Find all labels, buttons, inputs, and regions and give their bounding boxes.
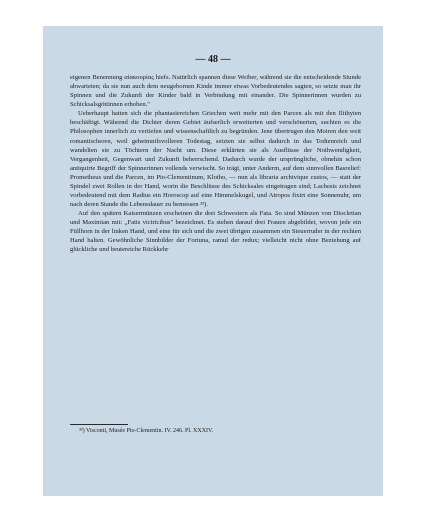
paragraph-2: Ueberhaupt hatten sich die phantasiereichen Griechen weit mehr mit den Parcen als mit den Ilithyien beschäftigt. Während die Dichter deren Gebiet äufserlich erweiterten und verschönerten, suchten es die Philosophen innerlich zu vertiefen und wissenschaftlich zu begründen. Jene übertrugen den Moiren den weit romantischeren, weil geheimnifsvolleren Todestag, setzten sie selbst dadurch in das Todtenreich und wandelten sie zu Töchtern der Nacht um. Diese erklärten sie als Ausflüsse der Nothwendigkeit, Vergangenheit, Gegenwart und Zukunft beherrschend. Dadurch wurde der ursprüngliche, obnehin schon antiquirte Begriff der Spinnerinnen vollends verwischt. So trägt, unter Anderm, auf dem sinnvollen Basrelief: Prometheus und die Parcen, im Pio-Clementinum, Klotho, — nun als libraria archivique custos, — statt der Spindel zwei Rollen in der Hand, worin die Beschlüsse des Schicksales eingetragen sind; Lachesis zeichnet vorbedeutend mit dem Radius ein Horoscop auf eine Himmelskugel, und Atropos fixirt eine Sonnenuhr, um nach deren Stande die Lebensdauer zu bemessen ³³). [70,110,361,209]
body-text [70,73,361,255]
footnote-marker: ³³) [79,428,85,434]
footnote-text: Visconti, Musée Pio-Clementin. IV. 246. Pl. XXXIV. [86,428,214,434]
footnote [79,427,361,435]
page-number: — 48 — [195,54,231,65]
paragraph-3: Auf den spätern Kaisermünzen erscheinen die drei Schwestern als Fata. So sind Münzen von Diocletian und Maximian mit: „Fatis victricibus" bezeichnet. Es stehen darauf drei Frauen abgebildet, wovon jede ein Füllhorn in der linken Hand, und eine für sich und die zwei übrigen zusammen ein Steuerruder in der rechten Hand halten. Gewöhnliche Sinnbilder der Fortuna, ramul der redux; vielleicht nicht ohne Beziehung auf glückliche und beutereiche Rückkehr [70,210,361,254]
footnote-divider [70,424,128,425]
scanned-page [43,26,383,496]
paragraph-1: eigenen Benennung αἰακουρίας hiefs. Natürlich spannen diese Weiber, während sie die entscheidende Stunde abwarteten; da sie nun auch dem neugebornen Kinde immer etwas Vorbedeutendes sagten, so setzte man ihr Spinnen und die Zukunft der Kinder bald in Verbindung mit einander. Die Spinnerinnen wurden zu Schicksalsgöttinnen erhoben." [70,74,361,109]
